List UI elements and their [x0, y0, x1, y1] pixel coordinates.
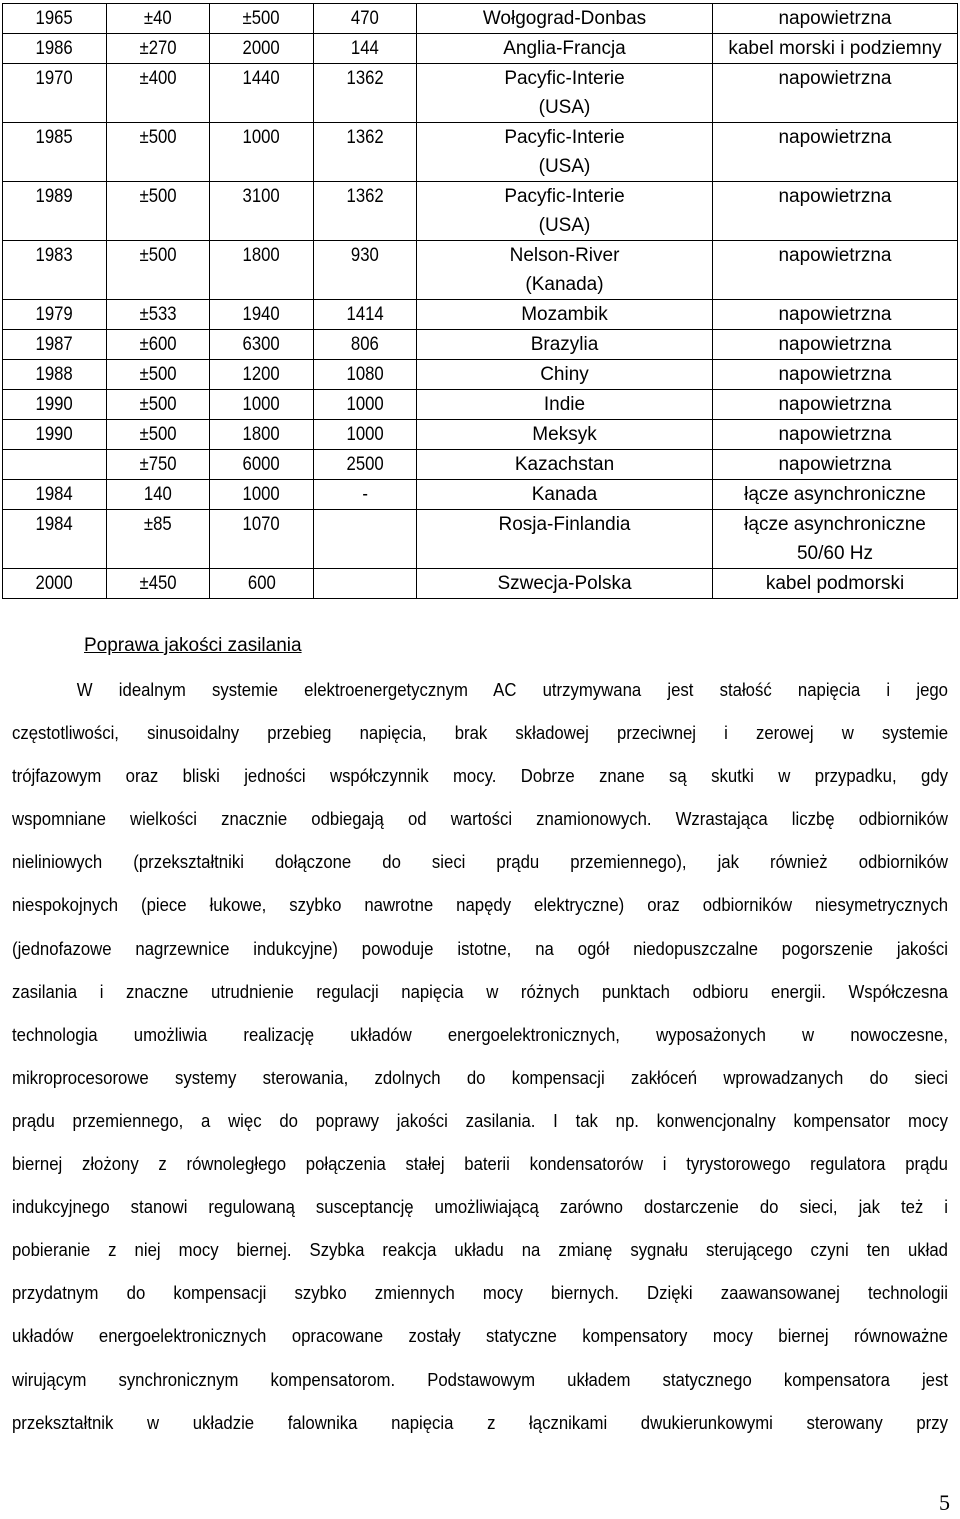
cell-power-text: 600 [247, 573, 276, 594]
paragraph-line: trójfazowym oraz bliski jedności współczynnik mocy. Dobrze znane są skutki w przypadku, gdy [12, 765, 948, 787]
table-row [3, 480, 958, 510]
cell-voltage-text: ±500 [139, 364, 177, 385]
paragraph-line: indukcyjnego stanowi regulowaną susceptancję umożliwiającą zarówno dostarczenie do sieci, jak też i [12, 1196, 948, 1218]
cell-voltage [107, 510, 210, 569]
paragraph-line: mikroprocesorowe systemy sterowania, zdolnych do kompensacji zakłóceń wprowadzanych do sieci [12, 1066, 948, 1088]
cell-voltage [107, 300, 210, 330]
cell-length [314, 34, 417, 64]
cell-location [417, 182, 713, 241]
cell-year-text: 1965 [35, 8, 74, 29]
cell-length-text: 2500 [346, 454, 384, 475]
cell-length [314, 4, 417, 34]
cell-location [417, 4, 713, 34]
cell-length [314, 480, 417, 510]
cell-location-line: Pacyfic-Interie [504, 127, 625, 148]
hvdc-links-table-container [2, 3, 957, 599]
cell-type-line: napowietrzna [778, 454, 892, 475]
cell-power [210, 123, 314, 182]
cell-power [210, 241, 314, 300]
cell-location [417, 510, 713, 569]
cell-voltage-text: ±750 [139, 454, 177, 475]
paragraph-line: częstotliwości, sinusoidalny przebieg napięcia, brak składowej przeciwnej i zerowej w systemie [12, 722, 948, 744]
paragraph-line: przekształtnik w układzie falownika napięcia z łącznikami dwukierunkowymi sterowany przy [12, 1411, 948, 1433]
cell-power [210, 480, 314, 510]
hvdc-links-table [2, 3, 958, 599]
cell-location [417, 390, 713, 420]
cell-type [713, 330, 958, 360]
cell-power-text: 1070 [242, 514, 281, 535]
cell-year [3, 4, 107, 34]
cell-location-line: Szwecja-Polska [497, 573, 632, 594]
cell-voltage [107, 182, 210, 241]
cell-type [713, 182, 958, 241]
cell-voltage-text: ±533 [139, 304, 177, 325]
cell-voltage [107, 241, 210, 300]
cell-length [314, 182, 417, 241]
cell-length-text: 1080 [346, 364, 384, 385]
cell-year [3, 241, 107, 300]
cell-year-text: 1984 [35, 484, 74, 505]
table-row [3, 450, 958, 480]
cell-location-line: Anglia-Francja [503, 38, 626, 59]
cell-power [210, 450, 314, 480]
cell-year [3, 480, 107, 510]
cell-voltage [107, 480, 210, 510]
cell-power-text: 2000 [242, 38, 281, 59]
cell-location [417, 34, 713, 64]
cell-year [3, 450, 107, 480]
cell-length-text: 470 [351, 8, 379, 29]
cell-voltage [107, 4, 210, 34]
cell-type [713, 241, 958, 300]
section-title: Poprawa jakości zasilania [84, 635, 302, 656]
cell-type-line: napowietrzna [778, 68, 892, 89]
cell-length [314, 360, 417, 390]
cell-location-line: Kazachstan [514, 454, 615, 475]
cell-length [314, 300, 417, 330]
cell-voltage-text: ±40 [144, 8, 172, 29]
paragraph-line: W idealnym systemie elektroenergetycznym AC utrzymywana jest stałość napięcia i jego [76, 679, 948, 700]
cell-power-text: ±500 [242, 8, 281, 29]
cell-year-text: 1990 [35, 394, 74, 415]
cell-length [314, 510, 417, 569]
cell-voltage [107, 420, 210, 450]
cell-year [3, 123, 107, 182]
cell-location [417, 300, 713, 330]
cell-type-line: napowietrzna [778, 245, 892, 266]
cell-type-line: łącze asynchroniczne [744, 514, 926, 535]
cell-type-line: napowietrzna [778, 364, 892, 385]
cell-length-text: 1362 [346, 186, 384, 207]
cell-length [314, 241, 417, 300]
cell-voltage-text: 140 [144, 484, 172, 505]
cell-power-text: 1000 [242, 127, 281, 148]
cell-type [713, 34, 958, 64]
cell-year-text: 1985 [35, 127, 74, 148]
cell-year [3, 510, 107, 569]
cell-year [3, 300, 107, 330]
paragraph-line: przydatnym do kompensacji szybko zmiennych mocy biernych. Dzięki zaawansowanej technologii [12, 1282, 948, 1304]
cell-year-text: 1989 [35, 186, 74, 207]
table-row [3, 4, 958, 34]
cell-year-text: 1990 [35, 424, 74, 445]
cell-year [3, 330, 107, 360]
cell-type [713, 360, 958, 390]
cell-location [417, 330, 713, 360]
cell-year [3, 360, 107, 390]
cell-voltage-text: ±600 [139, 334, 177, 355]
cell-length-text: 1362 [346, 68, 384, 89]
cell-voltage [107, 360, 210, 390]
cell-voltage [107, 64, 210, 123]
cell-power [210, 569, 314, 599]
cell-location [417, 420, 713, 450]
cell-year [3, 64, 107, 123]
cell-location [417, 569, 713, 599]
cell-voltage [107, 123, 210, 182]
cell-length [314, 569, 417, 599]
cell-type-line: napowietrzna [778, 334, 892, 355]
cell-voltage-text: ±85 [144, 514, 172, 535]
cell-location-line: Mozambik [521, 304, 608, 325]
cell-type [713, 480, 958, 510]
table-row [3, 123, 958, 182]
cell-year-text: 1970 [35, 68, 74, 89]
cell-year [3, 569, 107, 599]
cell-type [713, 64, 958, 123]
cell-voltage [107, 569, 210, 599]
cell-voltage [107, 34, 210, 64]
cell-length-text: 144 [351, 38, 379, 59]
cell-length-text: 1362 [346, 127, 384, 148]
paragraph-line: zasilania i znaczne utrudnienie regulacji napięcia w różnych punktach odbioru energii. Współczesna [12, 980, 948, 1002]
cell-power [210, 330, 314, 360]
cell-power [210, 34, 314, 64]
table-row [3, 510, 958, 569]
cell-type-line: łącze asynchroniczne [744, 484, 926, 505]
paragraph-line: prądu przemiennego, a więc do poprawy jakości zasilania. I tak np. konwencjonalny kompensator mocy [12, 1109, 948, 1131]
cell-type-line: napowietrzna [778, 304, 892, 325]
cell-type-line: napowietrzna [778, 8, 892, 29]
table-row [3, 420, 958, 450]
cell-power-text: 1940 [242, 304, 281, 325]
cell-power-text: 1800 [242, 245, 281, 266]
cell-year-text: 1986 [35, 38, 74, 59]
paragraph-line: technologia umożliwia realizację układów energoelektronicznych, wyposażonych w nowoczesne, [12, 1023, 948, 1045]
paragraph-line: biernej złożony z równoległego połączenia stałej baterii kondensatorów i tyrystorowego regulatora prądu [12, 1153, 948, 1175]
cell-location [417, 360, 713, 390]
cell-location-line: (USA) [538, 156, 591, 177]
cell-length [314, 420, 417, 450]
table-row [3, 390, 958, 420]
cell-year-text: 1984 [35, 514, 74, 535]
cell-length-text: 1414 [346, 304, 384, 325]
cell-year [3, 182, 107, 241]
cell-voltage-text: ±500 [139, 245, 177, 266]
cell-length [314, 64, 417, 123]
table-row [3, 34, 958, 64]
cell-location [417, 241, 713, 300]
table-row [3, 64, 958, 123]
cell-location [417, 123, 713, 182]
cell-location-line: Rosja-Finlandia [498, 514, 631, 535]
cell-location-line: Meksyk [532, 424, 597, 445]
cell-power-text: 1800 [242, 424, 281, 445]
paragraph-line: wspomniane wielkości znacznie odbiegają od wartości znamionowych. Wzrastająca liczbę odbiorników [12, 808, 948, 830]
cell-power [210, 360, 314, 390]
cell-voltage-text: ±500 [139, 424, 177, 445]
cell-power [210, 4, 314, 34]
cell-length [314, 123, 417, 182]
cell-length-text: 930 [351, 245, 379, 266]
cell-location-line: Brazylia [530, 334, 599, 355]
cell-type [713, 390, 958, 420]
table-row [3, 330, 958, 360]
cell-power [210, 420, 314, 450]
cell-year-text: 2000 [35, 573, 74, 594]
cell-location-line: Indie [543, 394, 586, 415]
cell-type-line: napowietrzna [778, 186, 892, 207]
cell-length [314, 390, 417, 420]
cell-power-text: 1440 [242, 68, 281, 89]
cell-power [210, 64, 314, 123]
paragraph-line: wirującym synchronicznym kompensatorom. Podstawowym układem statycznego kompensatora jest [12, 1368, 948, 1390]
cell-year-text: 1983 [35, 245, 74, 266]
cell-location [417, 480, 713, 510]
cell-type-line: napowietrzna [778, 424, 892, 445]
cell-year [3, 420, 107, 450]
cell-length-text: - [362, 484, 368, 505]
cell-location-line: (Kanada) [525, 274, 604, 295]
cell-power-text: 1000 [242, 394, 281, 415]
cell-location-line: Pacyfic-Interie [504, 186, 625, 207]
cell-type-line: kabel podmorski [765, 573, 905, 594]
cell-length [314, 330, 417, 360]
cell-location-line: Kanada [531, 484, 598, 505]
cell-length-text: 806 [351, 334, 379, 355]
body-paragraph [12, 668, 948, 1444]
cell-power-text: 1000 [242, 484, 281, 505]
table-row [3, 241, 958, 300]
cell-power [210, 300, 314, 330]
cell-type-line: napowietrzna [778, 127, 892, 148]
paragraph-line: pobieranie z niej mocy biernej. Szybka reakcja układu na zmianę sygnału sterującego czyni ten układ [12, 1239, 948, 1261]
cell-power-text: 6300 [242, 334, 281, 355]
cell-power-text: 1200 [242, 364, 281, 385]
cell-year [3, 34, 107, 64]
table-row [3, 182, 958, 241]
cell-voltage [107, 450, 210, 480]
cell-power [210, 182, 314, 241]
cell-location-line: (USA) [538, 97, 591, 118]
cell-voltage-text: ±500 [139, 127, 177, 148]
paragraph-line: (jednofazowe nagrzewnice indukcyjne) powoduje istotne, na ogół niedopuszczalne pogorszenie jakości [12, 937, 948, 959]
cell-year-text: 1987 [35, 334, 74, 355]
cell-type [713, 300, 958, 330]
cell-voltage-text: ±500 [139, 394, 177, 415]
cell-length-text: 1000 [346, 394, 384, 415]
cell-location-line: Chiny [540, 364, 589, 385]
cell-power-text: 3100 [242, 186, 281, 207]
cell-type-line: napowietrzna [778, 394, 892, 415]
cell-type-line: 50/60 Hz [796, 543, 874, 564]
cell-voltage-text: ±450 [139, 573, 177, 594]
cell-voltage-text: ±500 [139, 186, 177, 207]
paragraph-line: nieliniowych (przekształtniki dołączone do sieci prądu przemiennego), jak również odbiorników [12, 851, 948, 873]
cell-location-line: Wołgograd-Donbas [482, 8, 647, 29]
cell-power [210, 510, 314, 569]
paragraph-line: niespokojnych (piece łukowe, szybko nawrotne napędy elektryczne) oraz odbiorników niesymetrycznych [12, 894, 948, 916]
cell-year-text: 1979 [35, 304, 74, 325]
cell-voltage-text: ±270 [139, 38, 177, 59]
cell-year-text: 1988 [35, 364, 74, 385]
cell-length [314, 450, 417, 480]
cell-voltage [107, 390, 210, 420]
cell-location [417, 64, 713, 123]
table-row [3, 569, 958, 599]
cell-year [3, 390, 107, 420]
table-row [3, 360, 958, 390]
cell-type [713, 510, 958, 569]
cell-type [713, 4, 958, 34]
cell-type [713, 450, 958, 480]
cell-power-text: 6000 [242, 454, 281, 475]
table-body [3, 4, 958, 599]
cell-type [713, 123, 958, 182]
cell-power [210, 390, 314, 420]
cell-length-text: 1000 [346, 424, 384, 445]
cell-location-line: Nelson-River [509, 245, 620, 266]
cell-type [713, 420, 958, 450]
paragraph-line: układów energoelektronicznych opracowane zostały statyczne kompensatory mocy biernej równoważne [12, 1325, 948, 1347]
cell-location [417, 450, 713, 480]
cell-type [713, 569, 958, 599]
table-row [3, 300, 958, 330]
cell-voltage [107, 330, 210, 360]
cell-voltage-text: ±400 [139, 68, 177, 89]
cell-location-line: Pacyfic-Interie [504, 68, 625, 89]
cell-type-line: kabel morski i podziemny [728, 38, 942, 59]
cell-location-line: (USA) [538, 215, 591, 236]
page-number: 5 [939, 1490, 950, 1515]
